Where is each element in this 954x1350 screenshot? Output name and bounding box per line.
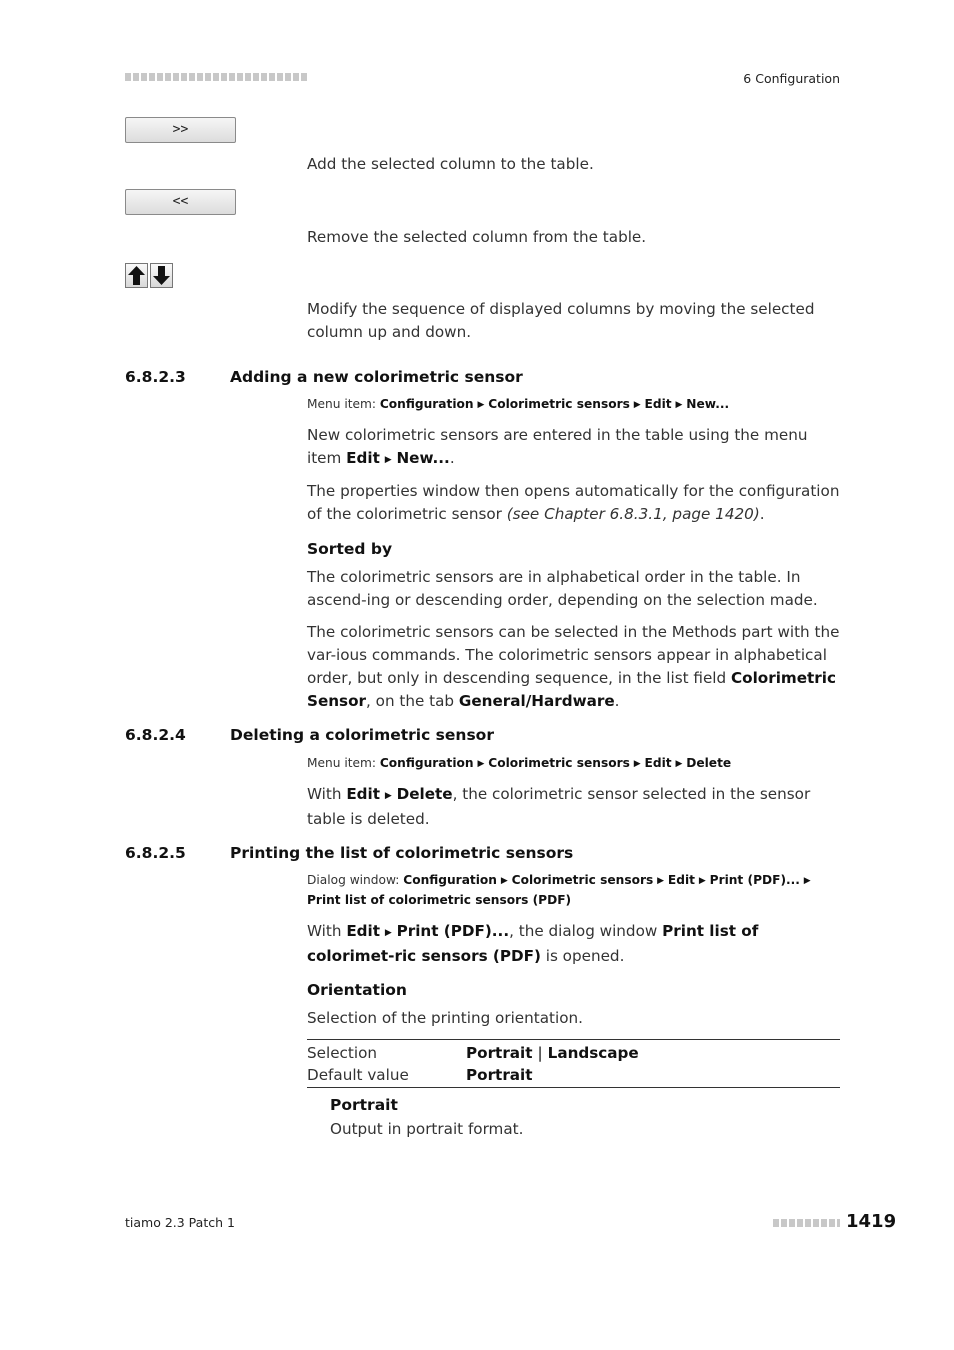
subheading: Orientation [307, 981, 407, 999]
footer-decoration [773, 1219, 840, 1227]
paragraph: The properties window then opens automatically for the configuration of the colorimetric sensor (see Chapter 6.8.3.1, page 1420). [307, 482, 840, 523]
section-number: 6.8.2.5 [125, 844, 186, 862]
paragraph: The colorimetric sensors are in alphabetical order in the table. In ascend-ing or descending order, depending on the selection made. [307, 568, 818, 609]
table-row [307, 1064, 840, 1086]
parameter-table [307, 1039, 840, 1088]
paragraph: The colorimetric sensors can be selected in the Methods part with the var-ious commands. The colorimetric sensors appear in alphabetical order, but only in descending sequence, in the list field Colorimetric Sensor, on the tab General/Hardware. [307, 623, 840, 710]
add-column-description: Add the selected column to the table. [307, 155, 594, 173]
dialog-window-path: Dialog window: Configuration ▶ Colorimetric sensors ▶ Edit ▶ Print (PDF)... ▶ Print list of colorimetric sensors (PDF) [307, 873, 811, 907]
paragraph: With Edit ▶ Print (PDF)..., the dialog window Print list of colorimet-ric sensors (PDF) is opened. [307, 922, 759, 965]
remove-column-description: Remove the selected column from the table. [307, 228, 647, 246]
move-column-description: Modify the sequence of displayed columns by moving the selected column up and down. [307, 300, 815, 341]
paragraph: New colorimetric sensors are entered in the table using the menu item Edit ▶ New.... [307, 426, 808, 467]
move-up-button[interactable] [125, 263, 148, 288]
option-description: Output in portrait format. [330, 1120, 524, 1138]
menu-item-path: Menu item: Configuration ▶ Colorimetric sensors ▶ Edit ▶ Delete [307, 756, 732, 770]
option-value: Portrait [466, 1044, 533, 1062]
default-label: Default value [307, 1066, 409, 1084]
option-heading: Portrait [330, 1096, 398, 1114]
page-number: 1419 [846, 1211, 897, 1232]
menu-item-path: Menu item: Configuration ▶ Colorimetric sensors ▶ Edit ▶ New... [307, 397, 730, 411]
paragraph: With Edit ▶ Delete, the colorimetric sensor selected in the sensor table is deleted. [307, 785, 811, 828]
section-title: Adding a new colorimetric sensor [230, 368, 523, 386]
section-number: 6.8.2.4 [125, 726, 186, 744]
table-row: Selection Portrait | Landscape [307, 1044, 639, 1062]
paragraph: Selection of the printing orientation. [307, 1009, 583, 1027]
default-value: Portrait [466, 1066, 533, 1084]
selection-label: Selection [307, 1044, 377, 1062]
add-column-button[interactable]: >> [125, 117, 236, 143]
subheading: Sorted by [307, 540, 393, 558]
section-title: Printing the list of colorimetric sensors [230, 844, 574, 862]
product-name: tiamo 2.3 Patch 1 [125, 1215, 235, 1230]
remove-column-button[interactable]: << [125, 189, 236, 215]
option-value: Landscape [547, 1044, 639, 1062]
chapter-title: 6 Configuration [743, 71, 840, 86]
section-number: 6.8.2.3 [125, 368, 186, 386]
section-title: Deleting a colorimetric sensor [230, 726, 494, 744]
move-down-button[interactable] [150, 263, 173, 288]
header-decoration [125, 73, 307, 81]
arrow-up-icon [126, 264, 147, 287]
chapter-reference-link[interactable]: (see Chapter 6.8.3.1, page 1420) [506, 505, 760, 523]
arrow-down-icon [151, 264, 172, 287]
